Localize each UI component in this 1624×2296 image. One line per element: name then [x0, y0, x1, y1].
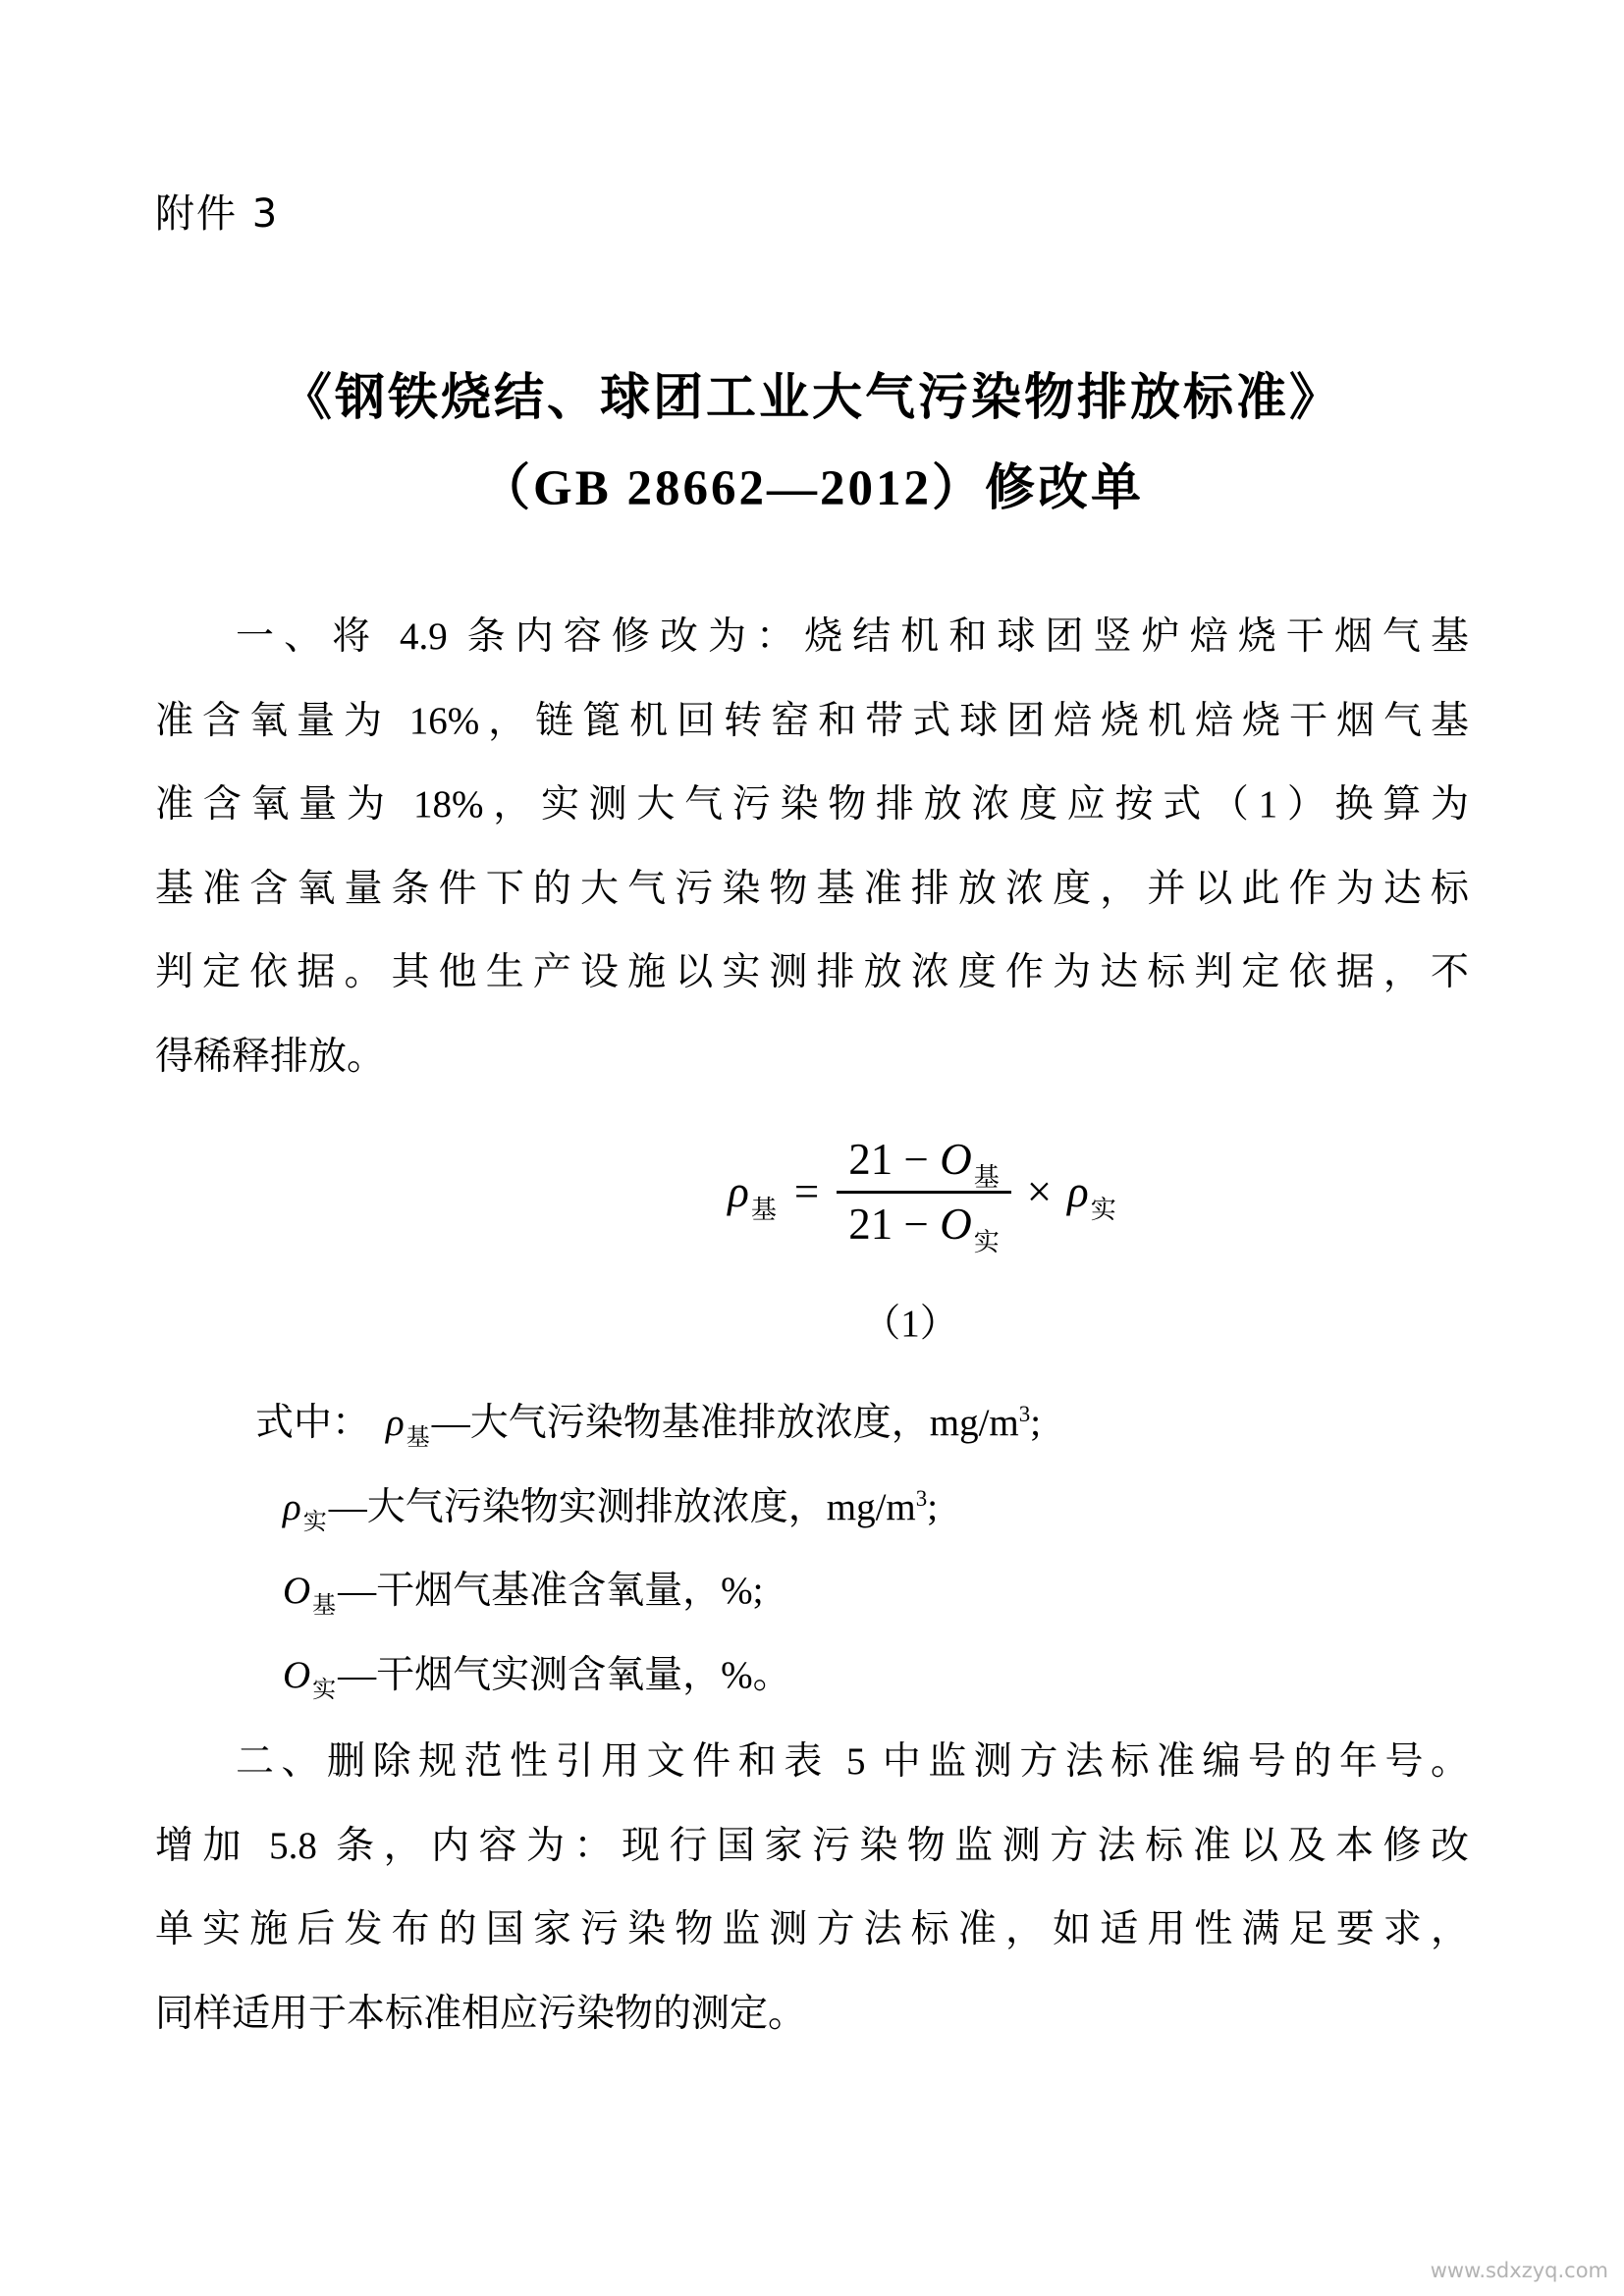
subscript-measured: 实 [1090, 1196, 1116, 1224]
body-line: 得稀释排放。 [155, 1035, 386, 1078]
definition-line [155, 1381, 1469, 1466]
oxygen-symbol: O [283, 1570, 311, 1612]
subscript-base: 基 [750, 1196, 777, 1224]
subscript-measured: 实 [312, 1677, 337, 1703]
definition-dash: — [431, 1402, 470, 1444]
conversion-formula [110, 1107, 1624, 1276]
equals-sign: = [793, 1167, 820, 1216]
body-line: 准含氧量为 16%，链篦机回转窑和带式球团焙烧机焙烧干烟气基 [155, 699, 1469, 742]
subscript-base: 基 [973, 1163, 1000, 1192]
subscript-measured: 实 [302, 1509, 327, 1535]
subscript-base: 基 [406, 1425, 430, 1451]
site-watermark: www.sdxzyq.com [1430, 2259, 1608, 2282]
title-line-2: （GB 28662—2012）修改单 [480, 461, 1144, 516]
formula-lhs [728, 1166, 777, 1224]
attachment-label: 附件 3 [155, 191, 280, 237]
where-label: 式中： [255, 1402, 371, 1444]
rho-symbol: ρ [386, 1402, 405, 1444]
body-line: 基准含氧量条件下的大气污染物基准排放浓度，并以此作为达标 [155, 867, 1469, 910]
formula-rhs [1067, 1166, 1116, 1224]
fraction-numerator [837, 1129, 1010, 1194]
definition-line [155, 1633, 1469, 1718]
formula-number-label: （1） [862, 1303, 958, 1345]
body-line: 二、删除规范性引用文件和表 5 中监测方法标准编号的年号。 [236, 1740, 1469, 1783]
numerator-prefix: 21 − [848, 1135, 941, 1184]
body-line: 增加 5.8 条，内容为：现行国家污染物监测方法标准以及本修改 [155, 1824, 1469, 1867]
definition-line [155, 1549, 1469, 1633]
section-one [155, 595, 1469, 1098]
unit-superscript: 3 [915, 1485, 928, 1511]
section-two [155, 1720, 1469, 2056]
oxygen-symbol: O [940, 1135, 972, 1184]
definition-text: 大气污染物基准排放浓度，mg/m [469, 1402, 1019, 1444]
definition-tail: ; [927, 1485, 939, 1528]
rho-symbol: ρ [728, 1167, 749, 1216]
rho-symbol: ρ [283, 1485, 301, 1528]
definition-tail: ; [1030, 1402, 1042, 1444]
subscript-measured: 实 [973, 1227, 1000, 1256]
subscript-base: 基 [312, 1593, 337, 1619]
document-title [0, 353, 1624, 534]
title-line-1: 《钢铁烧结、球团工业大气污染物排放标准》 [281, 371, 1342, 426]
body-line: 一、将 4.9 条内容修改为：烧结机和球团竖炉焙烧干烟气基 [236, 615, 1469, 658]
definition-text: 干烟气基准含氧量，% [376, 1570, 753, 1612]
denominator-prefix: 21 − [848, 1199, 941, 1249]
definition-tail: 。 [752, 1653, 791, 1696]
definition-line [155, 1466, 1469, 1550]
unit-superscript: 3 [1018, 1402, 1031, 1426]
definition-text: 大气污染物实测排放浓度，mg/m [366, 1485, 916, 1528]
definition-dash: — [328, 1485, 367, 1528]
definition-dash: — [338, 1653, 377, 1696]
definition-dash: — [338, 1570, 377, 1612]
definition-text: 干烟气实测含氧量，% [376, 1653, 753, 1696]
body-line: 单实施后发布的国家污染物监测方法标准，如适用性满足要求， [155, 1908, 1469, 1950]
body-line: 同样适用于本标准相应污染物的测定。 [155, 1992, 807, 2035]
formula-definitions [155, 1381, 1469, 1717]
multiplication-sign: × [1026, 1167, 1053, 1216]
oxygen-symbol: O [283, 1653, 311, 1696]
fraction [837, 1129, 1010, 1255]
fraction-denominator [837, 1194, 1010, 1255]
oxygen-symbol: O [940, 1199, 972, 1249]
rho-symbol: ρ [1067, 1167, 1089, 1216]
body-line: 判定依据。其他生产设施以实测排放浓度作为达标判定依据，不 [155, 951, 1469, 993]
definition-tail: ; [752, 1570, 764, 1612]
body-line: 准含氧量为 18%，实测大气污染物排放浓度应按式（1）换算为 [155, 783, 1469, 826]
